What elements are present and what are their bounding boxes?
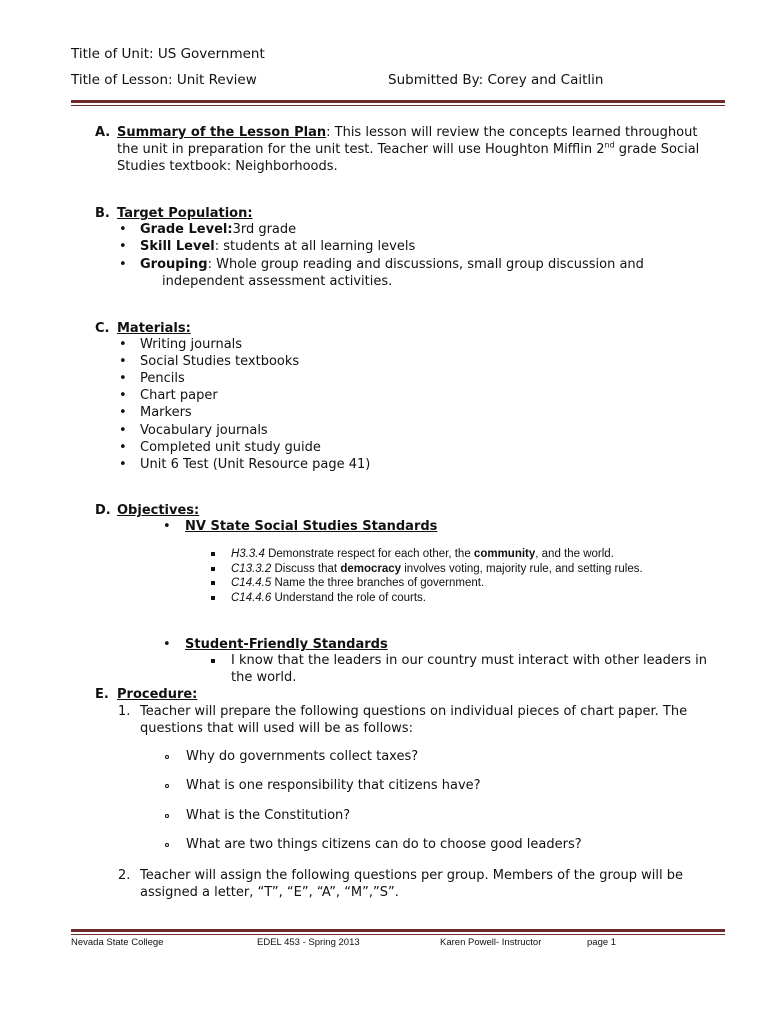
standard-code: C14.4.5 — [231, 577, 272, 590]
standard-text: Demonstrate respect for each other, the — [264, 548, 474, 560]
section-e-letter: E. — [95, 687, 109, 702]
material-item: Social Studies textbooks — [140, 354, 300, 370]
section-a-text: : This lesson will review the concepts learned throughout the unit in preparation for the unit test. Teacher will use Houghton Mifflin 2 — [117, 125, 698, 157]
question-item: What is one responsibility that citizens have? — [186, 778, 481, 794]
standard-text-end: involves voting, majority rule, and setting rules. — [401, 562, 643, 575]
standard-keyword: democracy — [340, 562, 402, 575]
standard-text: Name the three branches of government. — [271, 577, 485, 590]
material-item: Completed unit study guide — [140, 439, 321, 455]
section-d-letter: D. — [95, 503, 111, 518]
bullet-icon: • — [119, 354, 127, 370]
square-bullet-icon — [211, 659, 215, 663]
material-item: Markers — [140, 405, 192, 421]
student-friendly-line2: the world. — [231, 670, 297, 685]
square-bullet-icon — [211, 567, 215, 571]
bullet-icon: • — [119, 388, 127, 404]
section-a-sup: nd — [604, 140, 615, 150]
section-a-letter: A. — [95, 125, 111, 140]
footer-page-number: page 1 — [587, 937, 617, 948]
bullet-icon: • — [163, 637, 171, 652]
section-d-heading: Objectives: — [117, 503, 200, 518]
standard-item — [231, 591, 426, 605]
bullet-icon: • — [119, 337, 127, 352]
standard-text: Discuss that — [271, 562, 341, 575]
question-item: What are two things citizens can do to choose good leaders? — [186, 836, 582, 852]
section-c-heading: Materials: — [117, 321, 191, 336]
grade-level-item — [140, 221, 296, 238]
question-item: Why do governments collect taxes? — [186, 749, 419, 764]
student-friendly-line1: I know that the leaders in our country must interact with other leaders in — [231, 653, 707, 668]
student-friendly-heading: Student-Friendly Standards — [185, 637, 388, 652]
square-bullet-icon — [211, 552, 215, 556]
circle-bullet-icon — [165, 755, 169, 759]
circle-bullet-icon — [165, 843, 169, 847]
footer-rule-thin — [71, 934, 725, 935]
bullet-icon: • — [119, 439, 127, 455]
material-item: Pencils — [140, 371, 185, 387]
bullet-icon: • — [119, 456, 127, 472]
footer-course: EDEL 453 - Spring 2013 — [257, 937, 360, 948]
step-2-line2: assigned a letter, “T”, “E”, “A”, “M”,”S”. — [140, 885, 399, 900]
standard-text: Understand the role of courts. — [271, 592, 426, 605]
footer-instructor: Karen Powell- Instructor — [440, 937, 542, 948]
circle-bullet-icon — [165, 814, 169, 818]
section-a-summary — [117, 124, 712, 175]
standard-item — [231, 547, 614, 561]
section-e-heading: Procedure: — [117, 687, 198, 702]
section-a-text-end: grade Social Studies textbook: Neighborhoods. — [117, 142, 700, 174]
standard-text-end: , and the world. — [535, 548, 614, 560]
step-2-number: 2. — [118, 868, 131, 883]
bullet-icon: • — [119, 239, 127, 254]
step-1-line2: questions that will used will be as follows: — [140, 721, 413, 736]
grouping-item — [140, 256, 644, 273]
submitted-by: Submitted By: Corey and Caitlin — [388, 72, 604, 88]
bullet-icon: • — [163, 519, 171, 534]
square-bullet-icon — [211, 596, 215, 600]
standard-code: C13.3.2 — [231, 562, 272, 575]
question-item: What is the Constitution? — [186, 807, 351, 823]
square-bullet-icon — [211, 581, 215, 585]
standard-code: H3.3.4 — [231, 548, 265, 560]
nv-standards-heading: NV State Social Studies Standards — [185, 519, 438, 534]
unit-title: Title of Unit: US Government — [71, 46, 265, 62]
step-2-line1: Teacher will assign the following questions per group. Members of the group will be — [140, 868, 684, 883]
material-item: Vocabulary journals — [140, 422, 268, 438]
grade-level-label: Grade Level: — [140, 222, 233, 237]
circle-bullet-icon — [165, 784, 169, 788]
header-rule-thin — [71, 105, 725, 106]
material-item: Chart paper — [140, 388, 218, 404]
skill-level-label: Skill Level — [140, 239, 215, 254]
material-item: Unit 6 Test (Unit Resource page 41) — [140, 456, 371, 472]
section-a-heading: Summary of the Lesson Plan — [117, 125, 327, 140]
step-1-line1: Teacher will prepare the following questions on individual pieces of chart paper. The — [140, 704, 688, 719]
grouping-continued: independent assessment activities. — [162, 274, 393, 289]
standard-item — [231, 576, 484, 590]
material-item: Writing journals — [140, 337, 243, 352]
section-c-letter: C. — [95, 321, 110, 336]
standard-item — [231, 562, 643, 576]
bullet-icon: • — [119, 371, 127, 387]
standard-code: C14.4.6 — [231, 592, 272, 605]
standard-keyword: community — [473, 548, 536, 560]
bullet-icon: • — [119, 405, 127, 421]
skill-level-value: : students at all learning levels — [214, 239, 416, 254]
bullet-icon: • — [119, 222, 127, 237]
grouping-value: : Whole group reading and discussions, small group discussion and — [207, 257, 644, 272]
lesson-title: Title of Lesson: Unit Review — [71, 72, 257, 88]
bullet-icon: • — [119, 257, 127, 272]
section-b-letter: B. — [95, 206, 110, 221]
footer-college: Nevada State College — [71, 937, 164, 948]
section-b-heading: Target Population: — [117, 206, 253, 221]
grade-level-value: 3rd grade — [232, 222, 297, 237]
step-1-number: 1. — [118, 704, 131, 719]
header-rule-thick — [71, 100, 725, 103]
footer-rule-thick — [71, 929, 725, 932]
bullet-icon: • — [119, 422, 127, 438]
skill-level-item — [140, 238, 415, 255]
grouping-label: Grouping — [140, 257, 208, 272]
